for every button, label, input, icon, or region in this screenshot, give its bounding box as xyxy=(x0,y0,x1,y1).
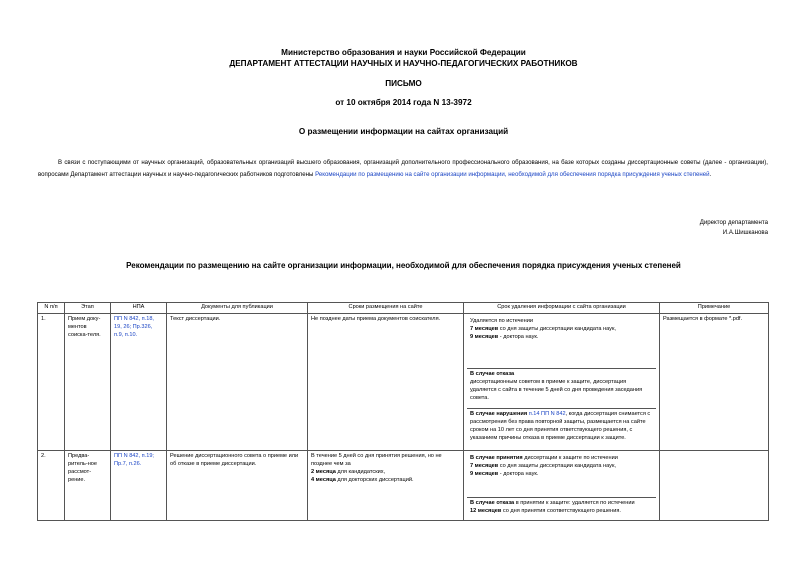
intro-paragraph xyxy=(38,157,768,181)
row-num: 1. xyxy=(38,314,65,451)
col-header-removal: Срок удаления информации с сайта организации xyxy=(464,303,660,314)
document-date-number: от 10 октября 2014 года N 13-3972 xyxy=(335,98,472,107)
recommendations-title: Рекомендации по размещению на сайте организации информации, необходимой для обеспечения порядка присуждения ученых степеней xyxy=(126,261,681,270)
row-stage: Прием доку-ментов соиска-теля. xyxy=(65,314,111,451)
intro-text: В связи с поступающими от научных организаций, образовательных организаций высшего образования, организаций дополнительного профессионального образования, на базе которых созданы диссертационные советы (далее - организации), вопросами Департамент аттестации научных и научно-педагогических работников подготовлены xyxy=(38,159,768,178)
removal-block: В случае принятия диссертации к защите по истечении 7 месяцев со дня защиты диссертации кандидата наук, 9 месяцев - доктора наук. xyxy=(470,455,618,477)
recommendations-table xyxy=(37,302,769,521)
row-removal xyxy=(464,314,660,451)
signature-name: И.А.Шишканова xyxy=(722,229,768,236)
recommendations-link[interactable]: Рекомендации по размещению на сайте организации информации, необходимой для обеспечения порядка присуждения ученых степеней xyxy=(315,171,710,178)
col-header-stage: Этап xyxy=(65,303,111,314)
row-stage: Предва-ритель-ное рассмот-рение. xyxy=(65,451,111,521)
row-terms: Не позднее даты приема документов соискателя. xyxy=(308,314,464,451)
ministry-name: Министерство образования и науки Российской Федерации xyxy=(281,48,526,57)
rule-link[interactable]: п.14 ПП N 842 xyxy=(528,411,566,417)
row-num: 2. xyxy=(38,451,65,521)
department-name: ДЕПАРТАМЕНТ АТТЕСТАЦИИ НАУЧНЫХ И НАУЧНО-ПЕДАГОГИЧЕСКИХ РАБОТНИКОВ xyxy=(229,59,578,68)
removal-block: В случае отказа в принятии к защите: удаляется по истечении 12 месяцев со дня принятия соответствующего решения. xyxy=(467,497,656,518)
row-note xyxy=(660,451,769,521)
row-terms: В течение 5 дней со дня принятия решения, но не позднее чем за 2 месяца для кандидатских, 4 месяца для докторских диссертаций. xyxy=(308,451,464,521)
removal-block: Удаляется по истечении 7 месяцев со дня защиты диссертации кандидата наук, 9 месяцев - доктора наук. xyxy=(470,318,616,340)
row-removal xyxy=(464,451,660,521)
removal-block: В случае нарушения п.14 ПП N 842, когда диссертация снимается с рассмотрения без права повторной защиты, размещается на сайте сроком на 10 лет со дня принятия ответствующего решения, с указанием причины отказа в приеме диссертации к защите. xyxy=(467,408,656,445)
document-subject: О размещении информации на сайтах организаций xyxy=(298,127,509,136)
col-header-docs: Документы для публикации xyxy=(167,303,308,314)
table-row xyxy=(38,451,769,521)
row-npa[interactable]: ПП N 842, п.19; Пр.7, п.26. xyxy=(111,451,167,521)
col-header-note: Примечание xyxy=(660,303,769,314)
table-row xyxy=(38,314,769,451)
table-header-row xyxy=(38,303,769,314)
col-header-npa: НПА xyxy=(111,303,167,314)
document-type: ПИСЬМО xyxy=(385,79,422,88)
row-note: Размещается в формате *.pdf. xyxy=(660,314,769,451)
col-header-num: N п/п xyxy=(38,303,65,314)
removal-block: В случае отказа диссертационным советом в приеме к защите, диссертация удаляется с сайта в течение 5 дней со дня проведения заседания совета. xyxy=(467,368,656,408)
intro-end: . xyxy=(709,171,712,178)
col-header-terms: Сроки размещения на сайте xyxy=(308,303,464,314)
row-npa[interactable]: ПП N 842, п.18, 19, 26; Пр.326, п.9, п.10. xyxy=(111,314,167,451)
signature-position: Директор департамента xyxy=(699,219,768,226)
row-docs: Решение диссертационного совета о приеме или об отказе в приеме диссертации. xyxy=(167,451,308,521)
row-docs: Текст диссертации. xyxy=(167,314,308,451)
